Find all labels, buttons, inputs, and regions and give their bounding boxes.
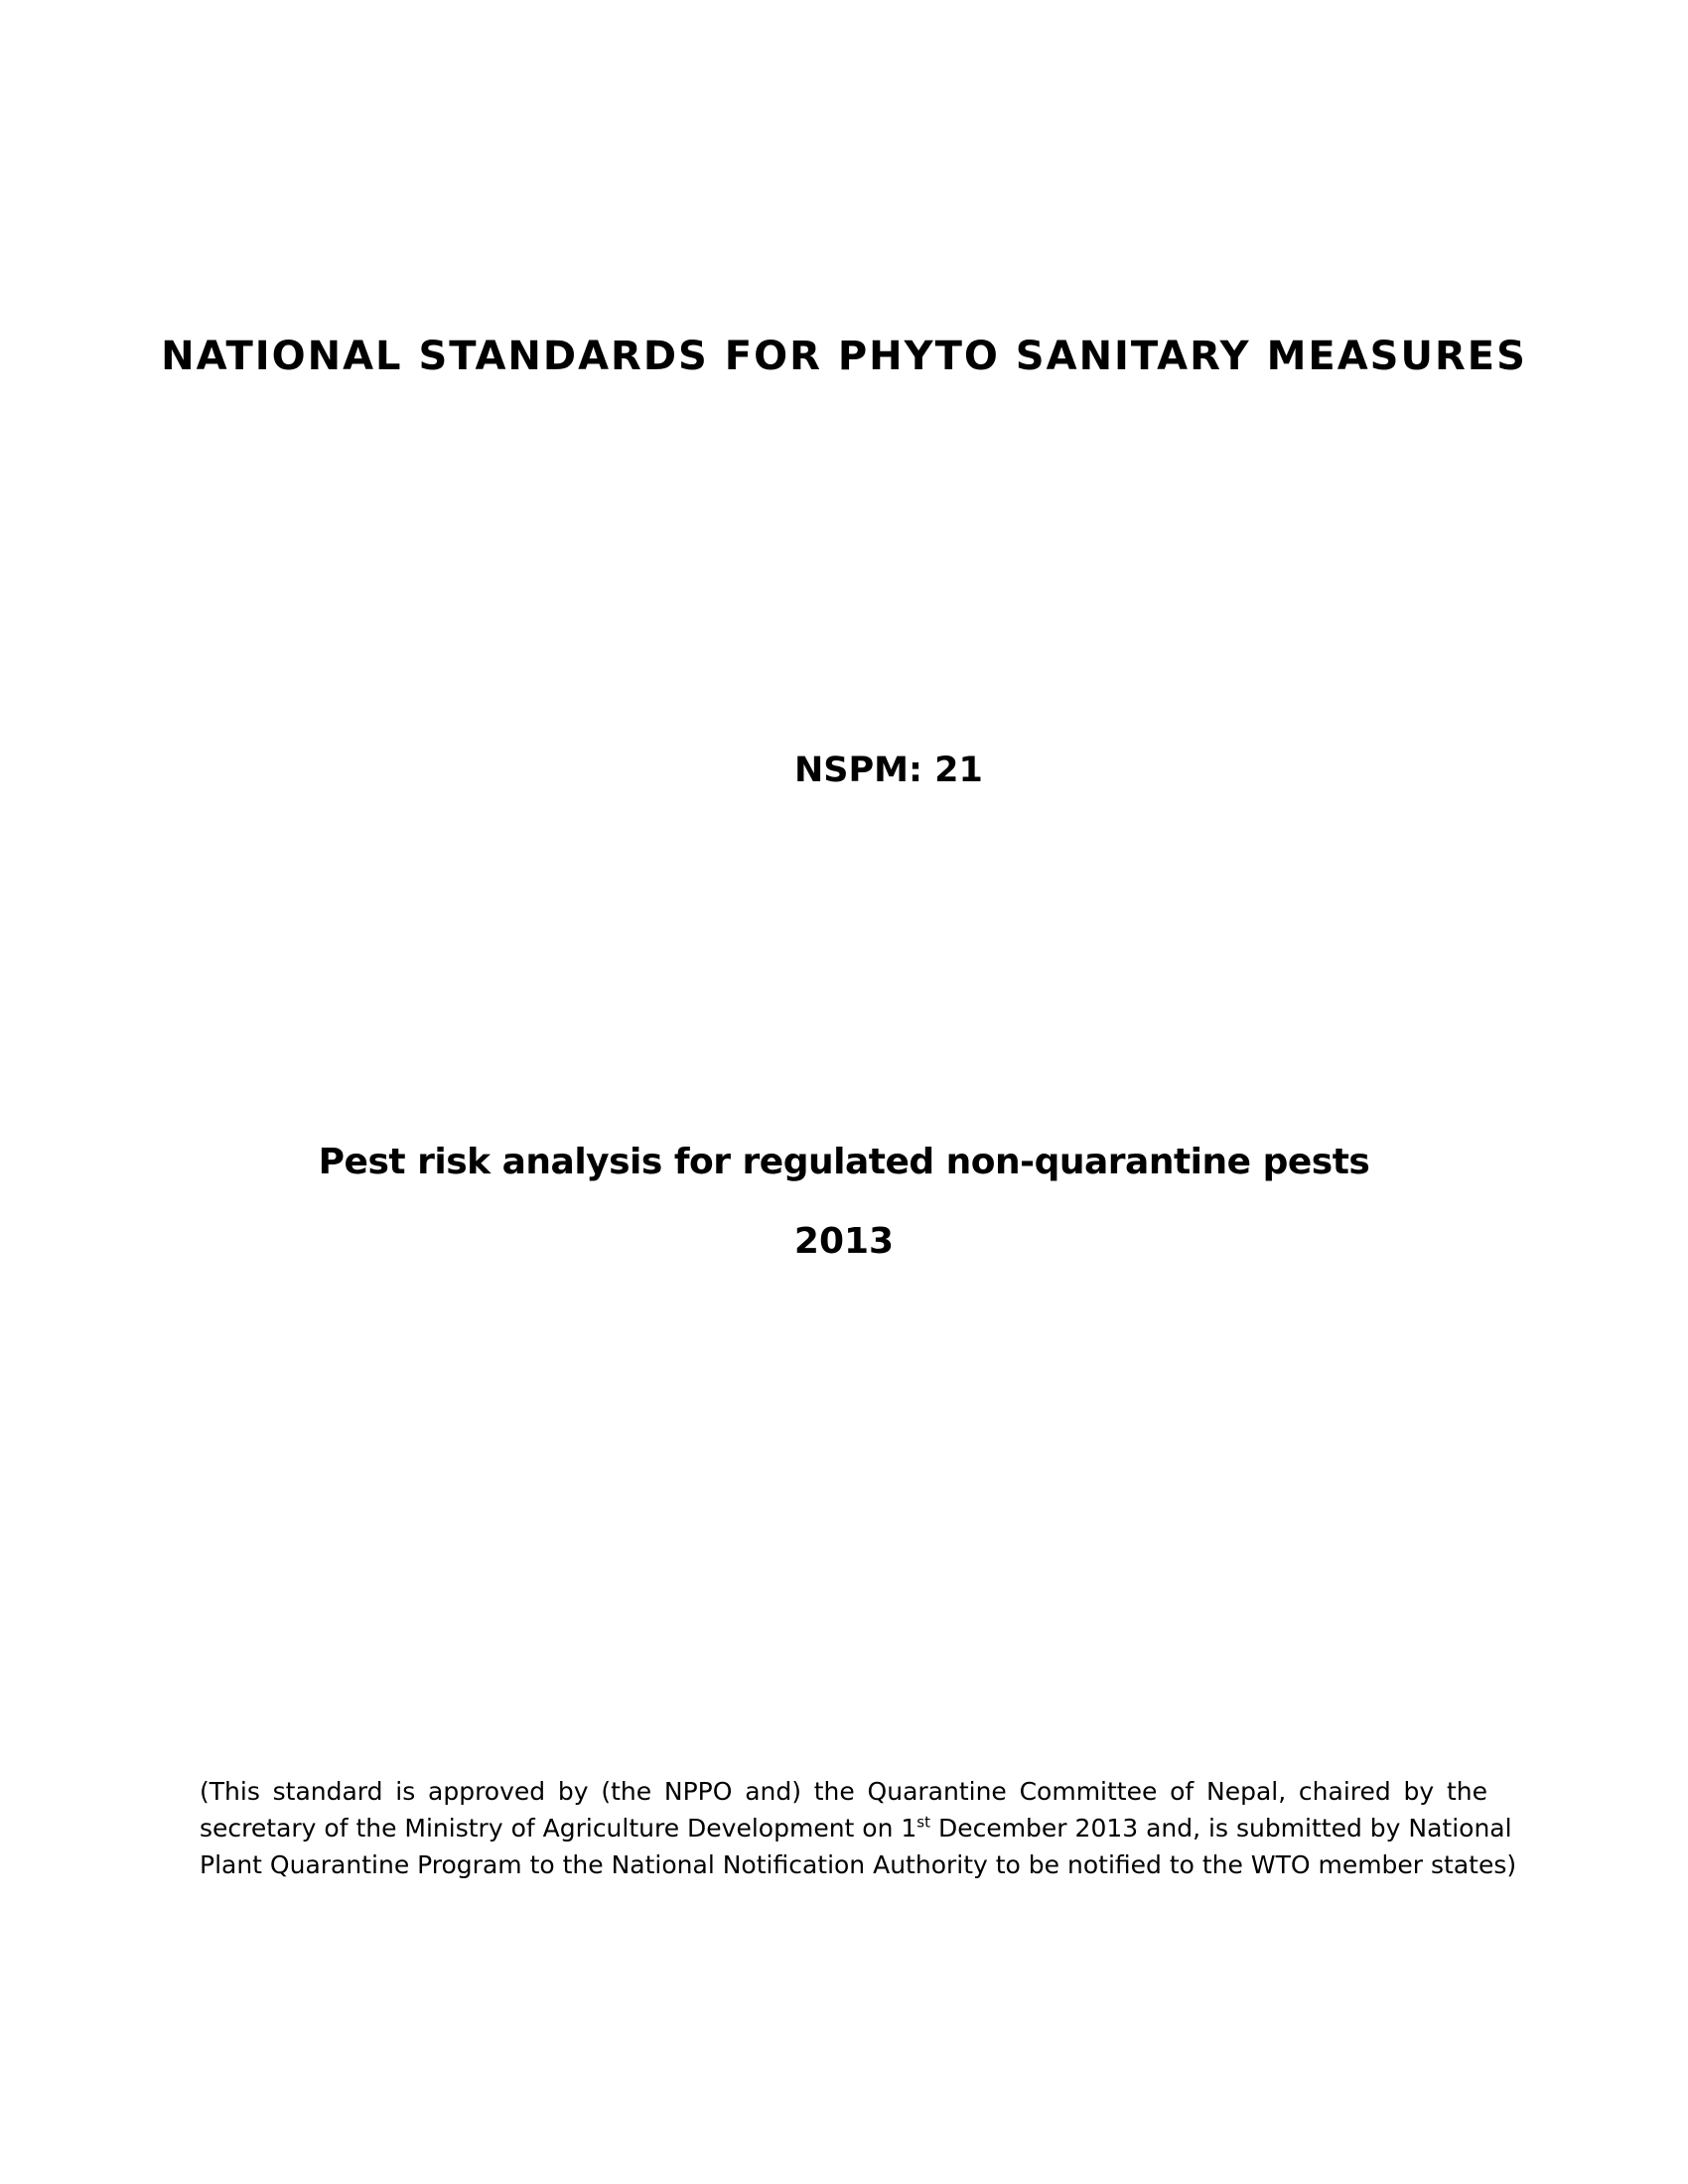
approval-note-line-2 (200, 1810, 1512, 1846)
document-title: NATIONAL STANDARDS FOR PHYTO SANITARY MEASURES (161, 334, 1527, 379)
ordinal-suffix: st (916, 1813, 930, 1832)
approval-note-line-2-rest: December 2013 and, is submitted by National (930, 1814, 1512, 1843)
document-year: 2013 (793, 1221, 895, 1262)
approval-note-line-2-text: secretary of the Ministry of Agriculture Development on 1 (200, 1814, 917, 1843)
approval-note (200, 1773, 1517, 1883)
approval-note-line-1: (This standard is approved by (the NPPO and) the Quarantine Committee of Nepal, chaired by the (200, 1777, 1487, 1806)
approval-note-line-3: Plant Quarantine Program to the National Notification Authority to be notified to the WTO member states) (200, 1850, 1517, 1879)
standard-code: NSPM: 21 (794, 751, 983, 790)
document-subtitle: Pest risk analysis for regulated non-quarantine pests (318, 1142, 1370, 1182)
